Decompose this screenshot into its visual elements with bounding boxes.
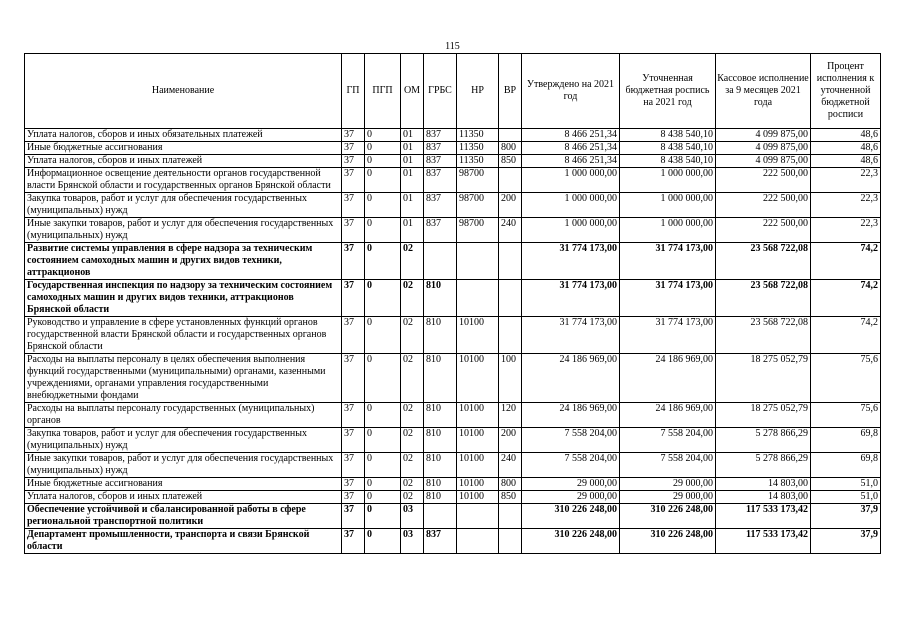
table-row bbox=[25, 428, 881, 453]
cell-np: 10100 bbox=[457, 491, 499, 504]
cell-refined: 7 558 204,00 bbox=[620, 428, 716, 453]
cell-cash: 23 568 722,08 bbox=[716, 280, 811, 317]
cell-vr: 240 bbox=[499, 218, 522, 243]
cell-gp: 37 bbox=[342, 478, 365, 491]
cell-refined: 1 000 000,00 bbox=[620, 193, 716, 218]
cell-om: 02 bbox=[401, 280, 424, 317]
cell-grbs bbox=[424, 243, 457, 280]
cell-gp: 37 bbox=[342, 504, 365, 529]
header-vr: ВР bbox=[499, 54, 522, 129]
header-cash: Кассовое исполнение за 9 месяцев 2021 года bbox=[716, 54, 811, 129]
cell-vr: 200 bbox=[499, 428, 522, 453]
cell-np: 10100 bbox=[457, 403, 499, 428]
cell-approved: 31 774 173,00 bbox=[522, 280, 620, 317]
cell-cash: 5 278 866,29 bbox=[716, 453, 811, 478]
cell-approved: 29 000,00 bbox=[522, 478, 620, 491]
cell-grbs: 837 bbox=[424, 129, 457, 142]
cell-gp: 37 bbox=[342, 168, 365, 193]
table-row bbox=[25, 504, 881, 529]
header-refined: Уточненная бюджетная роспись на 2021 год bbox=[620, 54, 716, 129]
table-row bbox=[25, 453, 881, 478]
cell-np bbox=[457, 243, 499, 280]
cell-cash: 18 275 052,79 bbox=[716, 403, 811, 428]
cell-np: 10100 bbox=[457, 478, 499, 491]
cell-cash: 222 500,00 bbox=[716, 168, 811, 193]
cell-grbs: 810 bbox=[424, 453, 457, 478]
cell-ppgp: 0 bbox=[365, 504, 401, 529]
cell-ppgp: 0 bbox=[365, 491, 401, 504]
cell-refined: 8 438 540,10 bbox=[620, 142, 716, 155]
cell-approved: 31 774 173,00 bbox=[522, 317, 620, 354]
cell-approved: 310 226 248,00 bbox=[522, 504, 620, 529]
cell-om: 02 bbox=[401, 478, 424, 491]
cell-cash: 4 099 875,00 bbox=[716, 142, 811, 155]
cell-percent: 48,6 bbox=[811, 142, 881, 155]
cell-name: Обеспечение устойчивой и сбалансированной работы в сфере региональной транспортной политики bbox=[25, 504, 342, 529]
cell-percent: 37,9 bbox=[811, 529, 881, 554]
cell-np: 98700 bbox=[457, 168, 499, 193]
cell-name: Уплата налогов, сборов и иных платежей bbox=[25, 155, 342, 168]
cell-percent: 74,2 bbox=[811, 280, 881, 317]
cell-cash: 222 500,00 bbox=[716, 193, 811, 218]
cell-ppgp: 0 bbox=[365, 155, 401, 168]
cell-ppgp: 0 bbox=[365, 354, 401, 403]
cell-name: Государственная инспекция по надзору за техническим состоянием самоходных машин и других видов техники, аттракционов Брянской области bbox=[25, 280, 342, 317]
cell-np: 98700 bbox=[457, 193, 499, 218]
cell-gp: 37 bbox=[342, 218, 365, 243]
cell-name: Уплата налогов, сборов и иных платежей bbox=[25, 491, 342, 504]
cell-approved: 7 558 204,00 bbox=[522, 428, 620, 453]
cell-np: 11350 bbox=[457, 142, 499, 155]
table-body bbox=[25, 129, 881, 554]
cell-percent: 51,0 bbox=[811, 491, 881, 504]
table-row bbox=[25, 218, 881, 243]
cell-refined: 31 774 173,00 bbox=[620, 243, 716, 280]
cell-ppgp: 0 bbox=[365, 218, 401, 243]
cell-name: Развитие системы управления в сфере надзора за техническим состоянием самоходных машин и других видов техники, аттракционов bbox=[25, 243, 342, 280]
cell-np: 10100 bbox=[457, 317, 499, 354]
cell-ppgp: 0 bbox=[365, 453, 401, 478]
header-grbs: ГРБС bbox=[424, 54, 457, 129]
cell-refined: 1 000 000,00 bbox=[620, 168, 716, 193]
cell-vr bbox=[499, 317, 522, 354]
table-row bbox=[25, 280, 881, 317]
cell-cash: 18 275 052,79 bbox=[716, 354, 811, 403]
cell-om: 02 bbox=[401, 491, 424, 504]
table-header-row bbox=[25, 54, 881, 129]
cell-cash: 14 803,00 bbox=[716, 491, 811, 504]
cell-percent: 69,8 bbox=[811, 453, 881, 478]
table-row bbox=[25, 129, 881, 142]
cell-cash: 4 099 875,00 bbox=[716, 129, 811, 142]
cell-vr bbox=[499, 529, 522, 554]
cell-grbs: 837 bbox=[424, 529, 457, 554]
cell-gp: 37 bbox=[342, 491, 365, 504]
cell-om: 02 bbox=[401, 354, 424, 403]
cell-refined: 7 558 204,00 bbox=[620, 453, 716, 478]
cell-vr: 100 bbox=[499, 354, 522, 403]
cell-percent: 37,9 bbox=[811, 504, 881, 529]
header-ppgp: ПГП bbox=[365, 54, 401, 129]
header-np: НР bbox=[457, 54, 499, 129]
cell-refined: 8 438 540,10 bbox=[620, 129, 716, 142]
cell-approved: 8 466 251,34 bbox=[522, 155, 620, 168]
table-row bbox=[25, 243, 881, 280]
cell-name: Иные закупки товаров, работ и услуг для обеспечения государственных (муниципальных) нужд bbox=[25, 218, 342, 243]
cell-np bbox=[457, 529, 499, 554]
cell-ppgp: 0 bbox=[365, 193, 401, 218]
cell-vr bbox=[499, 243, 522, 280]
cell-grbs: 810 bbox=[424, 354, 457, 403]
cell-ppgp: 0 bbox=[365, 529, 401, 554]
cell-grbs: 837 bbox=[424, 218, 457, 243]
cell-name: Уплата налогов, сборов и иных обязательных платежей bbox=[25, 129, 342, 142]
cell-np: 10100 bbox=[457, 354, 499, 403]
cell-gp: 37 bbox=[342, 428, 365, 453]
cell-om: 02 bbox=[401, 453, 424, 478]
cell-refined: 29 000,00 bbox=[620, 478, 716, 491]
cell-percent: 69,8 bbox=[811, 428, 881, 453]
cell-approved: 1 000 000,00 bbox=[522, 218, 620, 243]
cell-name: Закупка товаров, работ и услуг для обеспечения государственных (муниципальных) нужд bbox=[25, 193, 342, 218]
table-row bbox=[25, 403, 881, 428]
cell-om: 02 bbox=[401, 317, 424, 354]
cell-grbs: 837 bbox=[424, 193, 457, 218]
cell-gp: 37 bbox=[342, 129, 365, 142]
cell-om: 01 bbox=[401, 155, 424, 168]
cell-np: 11350 bbox=[457, 155, 499, 168]
cell-np: 98700 bbox=[457, 218, 499, 243]
cell-cash: 14 803,00 bbox=[716, 478, 811, 491]
cell-name: Расходы на выплаты персоналу государственных (муниципальных) органов bbox=[25, 403, 342, 428]
cell-om: 01 bbox=[401, 168, 424, 193]
cell-refined: 310 226 248,00 bbox=[620, 529, 716, 554]
cell-name: Расходы на выплаты персоналу в целях обеспечения выполнения функций государственными (муниципальными) органами, казенными учреждениями, органами управления государственными внебюджетными фондами bbox=[25, 354, 342, 403]
header-name: Наименование bbox=[25, 54, 342, 129]
cell-grbs: 810 bbox=[424, 478, 457, 491]
cell-vr bbox=[499, 168, 522, 193]
cell-grbs bbox=[424, 504, 457, 529]
cell-grbs: 810 bbox=[424, 280, 457, 317]
cell-grbs: 810 bbox=[424, 428, 457, 453]
cell-vr: 120 bbox=[499, 403, 522, 428]
cell-approved: 31 774 173,00 bbox=[522, 243, 620, 280]
cell-grbs: 810 bbox=[424, 403, 457, 428]
cell-percent: 75,6 bbox=[811, 403, 881, 428]
cell-grbs: 837 bbox=[424, 155, 457, 168]
cell-om: 03 bbox=[401, 504, 424, 529]
table-row bbox=[25, 142, 881, 155]
cell-om: 03 bbox=[401, 529, 424, 554]
header-percent: Процент исполнения к уточненной бюджетной росписи bbox=[811, 54, 881, 129]
cell-om: 02 bbox=[401, 243, 424, 280]
table-row bbox=[25, 491, 881, 504]
cell-vr: 800 bbox=[499, 142, 522, 155]
cell-om: 02 bbox=[401, 403, 424, 428]
cell-vr: 200 bbox=[499, 193, 522, 218]
cell-gp: 37 bbox=[342, 243, 365, 280]
cell-om: 02 bbox=[401, 428, 424, 453]
cell-name: Руководство и управление в сфере установленных функций органов государственной власти Брянской области и государственных органов Брянской области bbox=[25, 317, 342, 354]
cell-approved: 29 000,00 bbox=[522, 491, 620, 504]
cell-vr: 800 bbox=[499, 478, 522, 491]
cell-percent: 75,6 bbox=[811, 354, 881, 403]
cell-percent: 22,3 bbox=[811, 168, 881, 193]
cell-refined: 1 000 000,00 bbox=[620, 218, 716, 243]
cell-cash: 117 533 173,42 bbox=[716, 529, 811, 554]
cell-grbs: 810 bbox=[424, 491, 457, 504]
cell-ppgp: 0 bbox=[365, 317, 401, 354]
cell-approved: 24 186 969,00 bbox=[522, 403, 620, 428]
cell-vr: 850 bbox=[499, 155, 522, 168]
table-row bbox=[25, 529, 881, 554]
cell-refined: 24 186 969,00 bbox=[620, 354, 716, 403]
cell-name: Закупка товаров, работ и услуг для обеспечения государственных (муниципальных) нужд bbox=[25, 428, 342, 453]
cell-gp: 37 bbox=[342, 155, 365, 168]
cell-ppgp: 0 bbox=[365, 168, 401, 193]
cell-approved: 8 466 251,34 bbox=[522, 129, 620, 142]
cell-ppgp: 0 bbox=[365, 280, 401, 317]
cell-refined: 31 774 173,00 bbox=[620, 280, 716, 317]
cell-refined: 29 000,00 bbox=[620, 491, 716, 504]
cell-approved: 310 226 248,00 bbox=[522, 529, 620, 554]
cell-name: Иные бюджетные ассигнования bbox=[25, 142, 342, 155]
budget-execution-table bbox=[24, 53, 881, 554]
cell-cash: 23 568 722,08 bbox=[716, 243, 811, 280]
cell-percent: 22,3 bbox=[811, 193, 881, 218]
cell-ppgp: 0 bbox=[365, 478, 401, 491]
cell-om: 01 bbox=[401, 129, 424, 142]
cell-name: Иные бюджетные ассигнования bbox=[25, 478, 342, 491]
cell-percent: 48,6 bbox=[811, 155, 881, 168]
table-row bbox=[25, 478, 881, 491]
table-row bbox=[25, 193, 881, 218]
cell-np bbox=[457, 504, 499, 529]
cell-percent: 51,0 bbox=[811, 478, 881, 491]
cell-approved: 1 000 000,00 bbox=[522, 168, 620, 193]
cell-cash: 222 500,00 bbox=[716, 218, 811, 243]
cell-percent: 74,2 bbox=[811, 243, 881, 280]
cell-grbs: 810 bbox=[424, 317, 457, 354]
cell-np: 10100 bbox=[457, 428, 499, 453]
page-number: 115 bbox=[445, 41, 460, 52]
cell-name: Иные закупки товаров, работ и услуг для обеспечения государственных (муниципальных) нужд bbox=[25, 453, 342, 478]
cell-vr: 850 bbox=[499, 491, 522, 504]
cell-name: Информационное освещение деятельности органов государственной власти Брянской области и государственных органов Брянской области bbox=[25, 168, 342, 193]
cell-ppgp: 0 bbox=[365, 428, 401, 453]
cell-gp: 37 bbox=[342, 317, 365, 354]
cell-approved: 7 558 204,00 bbox=[522, 453, 620, 478]
cell-gp: 37 bbox=[342, 354, 365, 403]
cell-percent: 48,6 bbox=[811, 129, 881, 142]
cell-approved: 1 000 000,00 bbox=[522, 193, 620, 218]
cell-ppgp: 0 bbox=[365, 129, 401, 142]
cell-gp: 37 bbox=[342, 142, 365, 155]
cell-cash: 23 568 722,08 bbox=[716, 317, 811, 354]
cell-ppgp: 0 bbox=[365, 403, 401, 428]
cell-vr bbox=[499, 280, 522, 317]
cell-gp: 37 bbox=[342, 193, 365, 218]
cell-om: 01 bbox=[401, 218, 424, 243]
cell-percent: 22,3 bbox=[811, 218, 881, 243]
cell-percent: 74,2 bbox=[811, 317, 881, 354]
cell-np: 10100 bbox=[457, 453, 499, 478]
cell-vr: 240 bbox=[499, 453, 522, 478]
cell-gp: 37 bbox=[342, 403, 365, 428]
cell-gp: 37 bbox=[342, 453, 365, 478]
cell-name: Департамент промышленности, транспорта и связи Брянской области bbox=[25, 529, 342, 554]
table-row bbox=[25, 168, 881, 193]
cell-grbs: 837 bbox=[424, 168, 457, 193]
header-approved: Утверждено на 2021 год bbox=[522, 54, 620, 129]
cell-approved: 24 186 969,00 bbox=[522, 354, 620, 403]
header-gp: ГП bbox=[342, 54, 365, 129]
cell-refined: 310 226 248,00 bbox=[620, 504, 716, 529]
cell-vr bbox=[499, 504, 522, 529]
table-row bbox=[25, 155, 881, 168]
cell-np: 11350 bbox=[457, 129, 499, 142]
cell-refined: 31 774 173,00 bbox=[620, 317, 716, 354]
cell-cash: 4 099 875,00 bbox=[716, 155, 811, 168]
cell-vr bbox=[499, 129, 522, 142]
header-om: ОМ bbox=[401, 54, 424, 129]
table-row bbox=[25, 354, 881, 403]
cell-cash: 117 533 173,42 bbox=[716, 504, 811, 529]
cell-ppgp: 0 bbox=[365, 142, 401, 155]
table-row bbox=[25, 317, 881, 354]
cell-cash: 5 278 866,29 bbox=[716, 428, 811, 453]
cell-refined: 24 186 969,00 bbox=[620, 403, 716, 428]
cell-gp: 37 bbox=[342, 529, 365, 554]
cell-grbs: 837 bbox=[424, 142, 457, 155]
cell-np bbox=[457, 280, 499, 317]
cell-ppgp: 0 bbox=[365, 243, 401, 280]
cell-approved: 8 466 251,34 bbox=[522, 142, 620, 155]
cell-refined: 8 438 540,10 bbox=[620, 155, 716, 168]
cell-om: 01 bbox=[401, 142, 424, 155]
cell-om: 01 bbox=[401, 193, 424, 218]
cell-gp: 37 bbox=[342, 280, 365, 317]
